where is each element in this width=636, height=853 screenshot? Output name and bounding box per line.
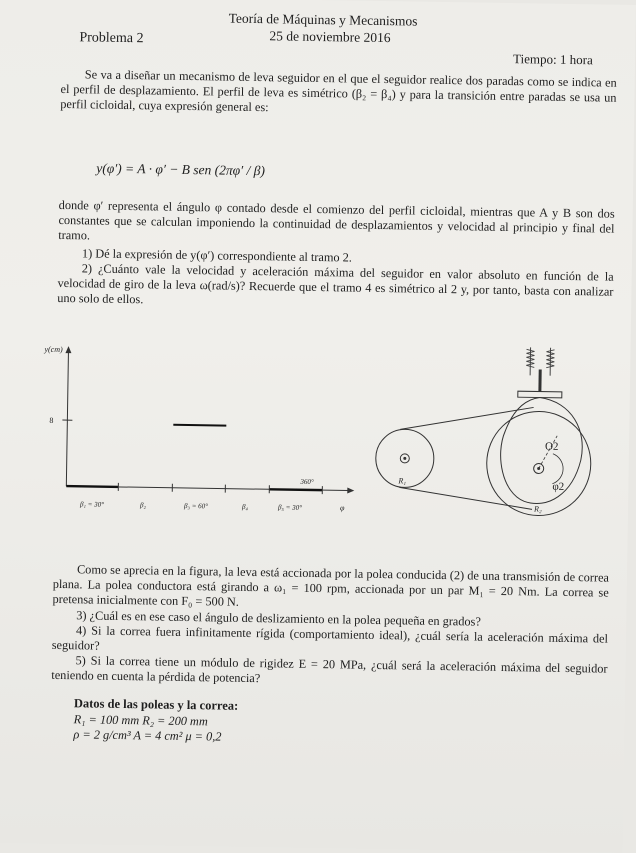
- time-limit: Tiempo: 1 hora: [513, 51, 593, 68]
- angle-arc: [552, 454, 563, 484]
- exam-date: 25 de noviembre 2016: [269, 28, 390, 46]
- pulley-1-center: [403, 457, 406, 460]
- dwell-low-start: [66, 486, 118, 487]
- belt-properties: ρ = 2 g/cm³ A = 4 cm² μ = 0,2: [73, 727, 221, 744]
- segment-beta2: β₂: [139, 501, 147, 509]
- cycloidal-equation: y(φ′) = A · φ′ − B sen (2πφ′ / β): [96, 161, 265, 180]
- y-axis-arrow: [65, 346, 71, 353]
- label-r2: R₂: [533, 504, 542, 513]
- segment-beta5: β₅ = 30°: [277, 503, 302, 511]
- segment-beta4: β₄: [241, 503, 249, 511]
- question-3: 3) ¿Cuál es en ese caso el ángulo de deslizamiento en la polea pequeña en grados?: [76, 608, 481, 629]
- intro-paragraph: Se va a diseñar un mecanismo de leva seguidor en el que el seguidor realice dos paradas como se indica en el perfil de desplazamiento. El perfil de leva es simétrico (β₂ = β₄) y para la transición entre paradas se usa un perfil cicloidal, cuya expresión general es:: [60, 67, 617, 121]
- question-1: 1) Dé la expresión de y(φ′) correspondiente al tramo 2.: [82, 246, 352, 265]
- definition-paragraph: donde φ′ representa el ángulo φ contado desde el comienzo del perfil cicloidal, mientras que A y B son dos constantes que se calculan imponiendo la continuidad de desplazamientos y velocidad al principio y final del tramo.: [58, 198, 615, 252]
- y-axis-label: y(cm): [43, 345, 63, 354]
- question-5: 5) Si la correa tiene un módulo de rigidez E = 20 MPa, ¿cuál será la aceleración máxima del seguidor teniendo en cuenta la pérdida de potencia?: [51, 653, 607, 692]
- course-title: Teoría de Máquinas y Mecanismos: [229, 11, 418, 30]
- x-axis-arrow: [347, 488, 354, 494]
- dwell-high: [173, 425, 226, 426]
- problem-title: Problema 2: [79, 30, 143, 47]
- label-phi2: φ2: [552, 481, 564, 493]
- displacement-graph: [32, 340, 365, 525]
- label-r1: R₁: [397, 476, 406, 485]
- dwell-low-end: [269, 489, 322, 490]
- segment-beta1: β₁ = 30°: [79, 500, 104, 508]
- belt-paragraph: Como se aprecia en la figura, la leva está accionada por la polea conducida (2) de una transmisión de correa plana. La polea conductora está girando a ω₁ = 100 rpm, accionada por un par M₁ = 20 Nm. La correa se pretensa inicialmente con F₀ = 500 N.: [52, 562, 609, 616]
- follower: [518, 347, 563, 398]
- y-axis: [66, 352, 68, 486]
- label-o2: O2: [545, 441, 559, 453]
- pulley-cam-diagram: [364, 341, 607, 525]
- question-2: 2) ¿Cuánto vale la velocidad y aceleración máxima del seguidor en valor absoluto en función de la velocidad de giro de la leva ω(rad/s)? Recuerde que el tramo 4 es simétrico al 2 y, por tanto, basta con analizar uno solo de ellos.: [57, 261, 614, 315]
- segment-beta3: β₃ = 60°: [183, 502, 208, 510]
- x-end-label: 360°: [299, 478, 314, 486]
- x-axis-label: φ: [340, 503, 345, 512]
- data-section-title: Datos de las poleas y la correa:: [74, 696, 239, 714]
- cam-profile: [500, 397, 583, 504]
- pulley-radii: R₁ = 100 mm R₂ = 200 mm: [74, 712, 208, 729]
- y-tick-label: 8: [49, 416, 53, 425]
- question-4: 4) Si la correa fuera infinitamente rígida (comportamiento ideal), ¿cuál sería la aceleración máxima del seguidor?: [52, 623, 608, 662]
